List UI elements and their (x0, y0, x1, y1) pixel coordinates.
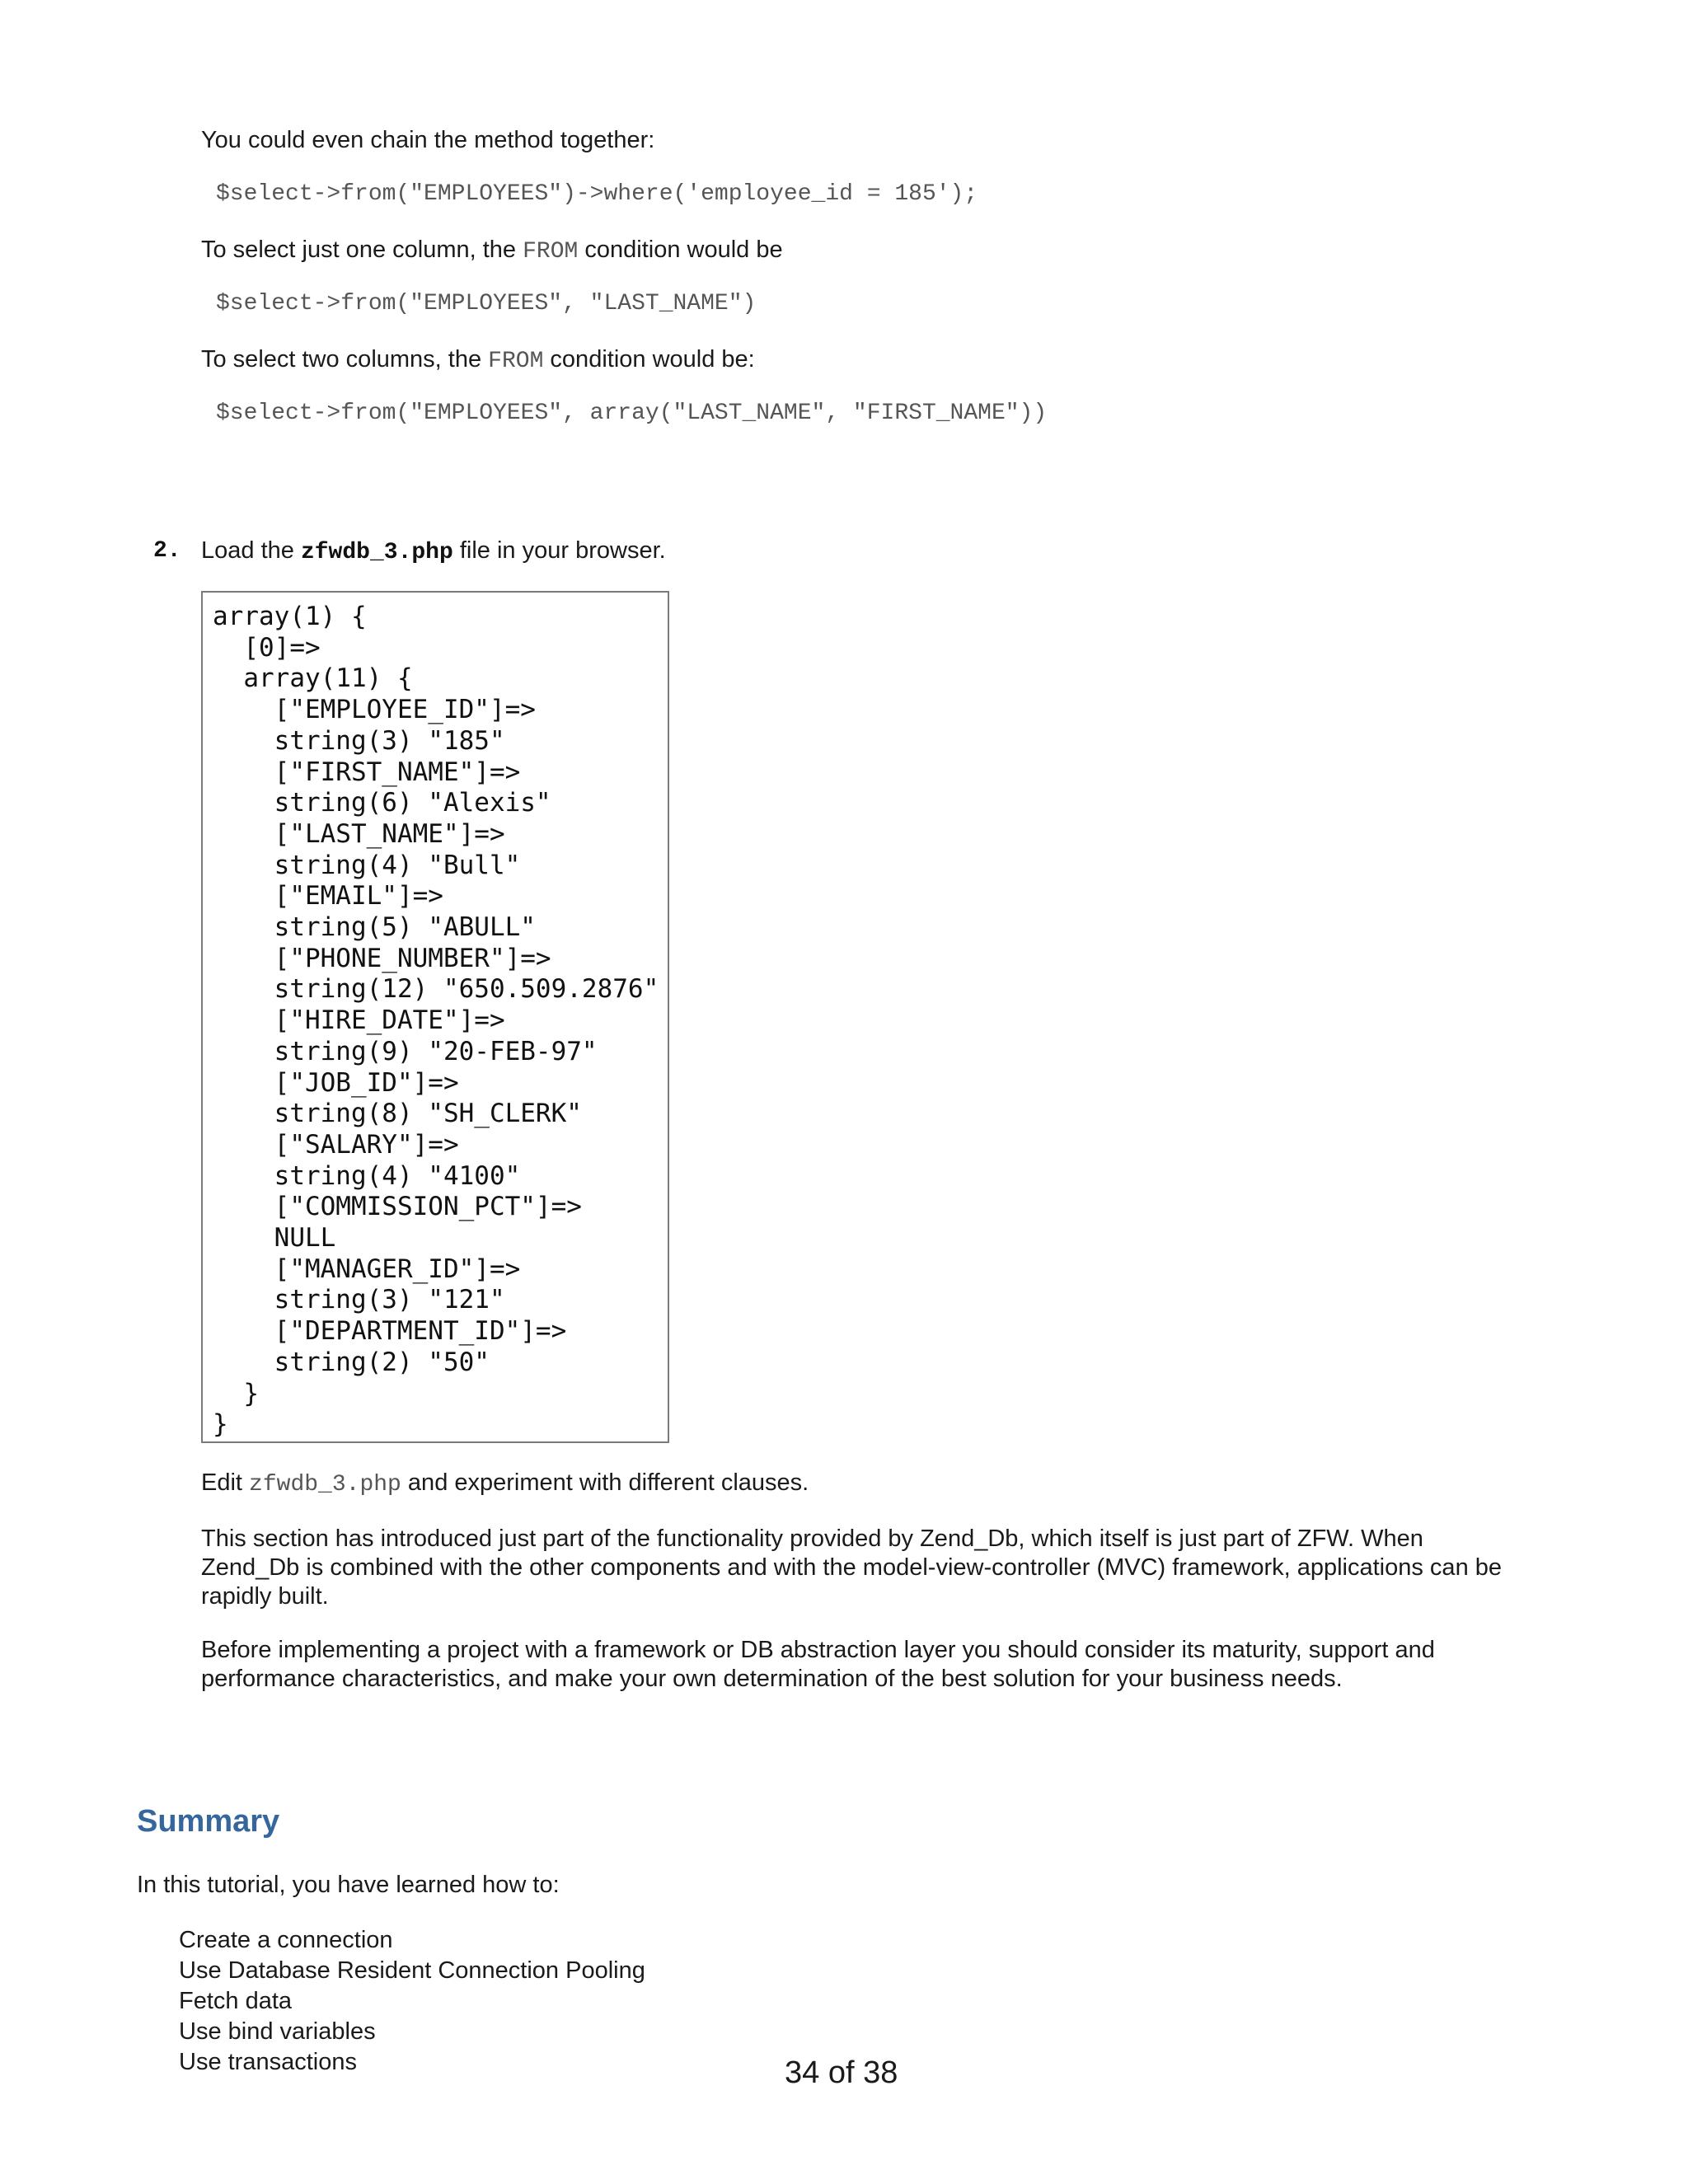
one-column-text-before: To select just one column, the (201, 237, 523, 263)
output-line: ["DEPARTMENT_ID"]=> (213, 1316, 567, 1347)
one-column-text (201, 236, 783, 266)
output-line: ["MANAGER_ID"]=> (213, 1254, 521, 1284)
edit-text-before: Edit (201, 1469, 250, 1496)
output-line: ["HIRE_DATE"]=> (213, 1005, 505, 1036)
output-line: string(6) "Alexis" (213, 788, 551, 818)
zend-db-paragraph: This section has introduced just part of the functionality provided by Zend_Db, which itself is just part of ZFW. When Zend_Db is combined with the other components and with the model-view-controller (MVC) framework, applications can be rapidly built. (201, 1526, 1503, 1610)
two-column-text-before: To select two columns, the (201, 346, 489, 373)
var-dump-output (213, 602, 668, 1441)
output-line: string(2) "50" (213, 1347, 490, 1377)
two-column-code-snippet: $select->from("EMPLOYEES", array("LAST_NAME", "FIRST_NAME")) (216, 401, 1048, 426)
output-line: [0]=> (213, 632, 321, 663)
output-line: ["EMAIL"]=> (213, 881, 443, 912)
var-dump-output-box (201, 591, 669, 1443)
output-line: ["PHONE_NUMBER"]=> (213, 943, 551, 973)
one-column-text-after: condition would be (578, 237, 783, 263)
chain-intro-text: You could even chain the method together: (201, 127, 655, 153)
edit-instruction (201, 1469, 809, 1499)
output-line: } (213, 1378, 259, 1408)
one-column-code-snippet: $select->from("EMPLOYEES", "LAST_NAME") (216, 291, 757, 316)
list-item: Create a connection (179, 1927, 393, 1953)
output-line: string(3) "121" (213, 1285, 505, 1315)
output-line: ["SALARY"]=> (213, 1129, 459, 1160)
chain-code-snippet: $select->from("EMPLOYEES")->where('employee_id = 185'); (216, 181, 978, 207)
list-item: Use bind variables (179, 2018, 376, 2045)
edit-filename: zfwdb_3.php (249, 1472, 401, 1497)
two-column-text (201, 345, 755, 376)
output-line: ["LAST_NAME"]=> (213, 818, 505, 849)
two-column-text-after: condition would be: (543, 346, 755, 373)
step-2-text-after: file in your browser. (452, 537, 666, 564)
step-2-filename: zfwdb_3.php (300, 540, 453, 565)
output-line: string(12) "650.509.2876" (213, 974, 659, 1005)
output-line: string(5) "ABULL" (213, 912, 536, 943)
output-line: string(8) "SH_CLERK" (213, 1099, 582, 1129)
output-line: NULL (213, 1223, 336, 1254)
summary-heading: Summary (137, 1804, 280, 1839)
output-line: string(4) "4100" (213, 1160, 521, 1191)
framework-advice-paragraph: Before implementing a project with a framework or DB abstraction layer you should consider its maturity, support and performance characteristics, and make your own determination of the best solution for your business needs. (201, 1637, 1435, 1692)
summary-intro: In this tutorial, you have learned how to: (137, 1872, 560, 1898)
summary-list (179, 1925, 645, 2078)
output-line: array(1) { (213, 602, 367, 631)
output-line: array(11) { (213, 663, 413, 694)
output-line: ["JOB_ID"]=> (213, 1067, 459, 1098)
output-line: } (213, 1409, 228, 1440)
from-keyword: FROM (523, 239, 579, 265)
edit-text-after: and experiment with different clauses. (401, 1469, 809, 1496)
list-item: Use Database Resident Connection Pooling (179, 1957, 645, 1984)
list-item: Fetch data (179, 1988, 293, 2014)
step-2-text-before: Load the (201, 537, 301, 564)
output-line: ["COMMISSION_PCT"]=> (213, 1192, 582, 1222)
output-line: string(9) "20-FEB-97" (213, 1036, 598, 1066)
list-item: Use transactions (179, 2049, 357, 2075)
output-line: ["FIRST_NAME"]=> (213, 757, 521, 787)
output-line: string(4) "Bull" (213, 850, 521, 880)
output-line: ["EMPLOYEE_ID"]=> (213, 695, 536, 725)
from-keyword: FROM (488, 349, 544, 374)
page-number: 34 of 38 (785, 2055, 898, 2090)
step-number: 2. (153, 538, 181, 564)
output-line: string(3) "185" (213, 725, 505, 756)
step-2-text (201, 537, 666, 567)
